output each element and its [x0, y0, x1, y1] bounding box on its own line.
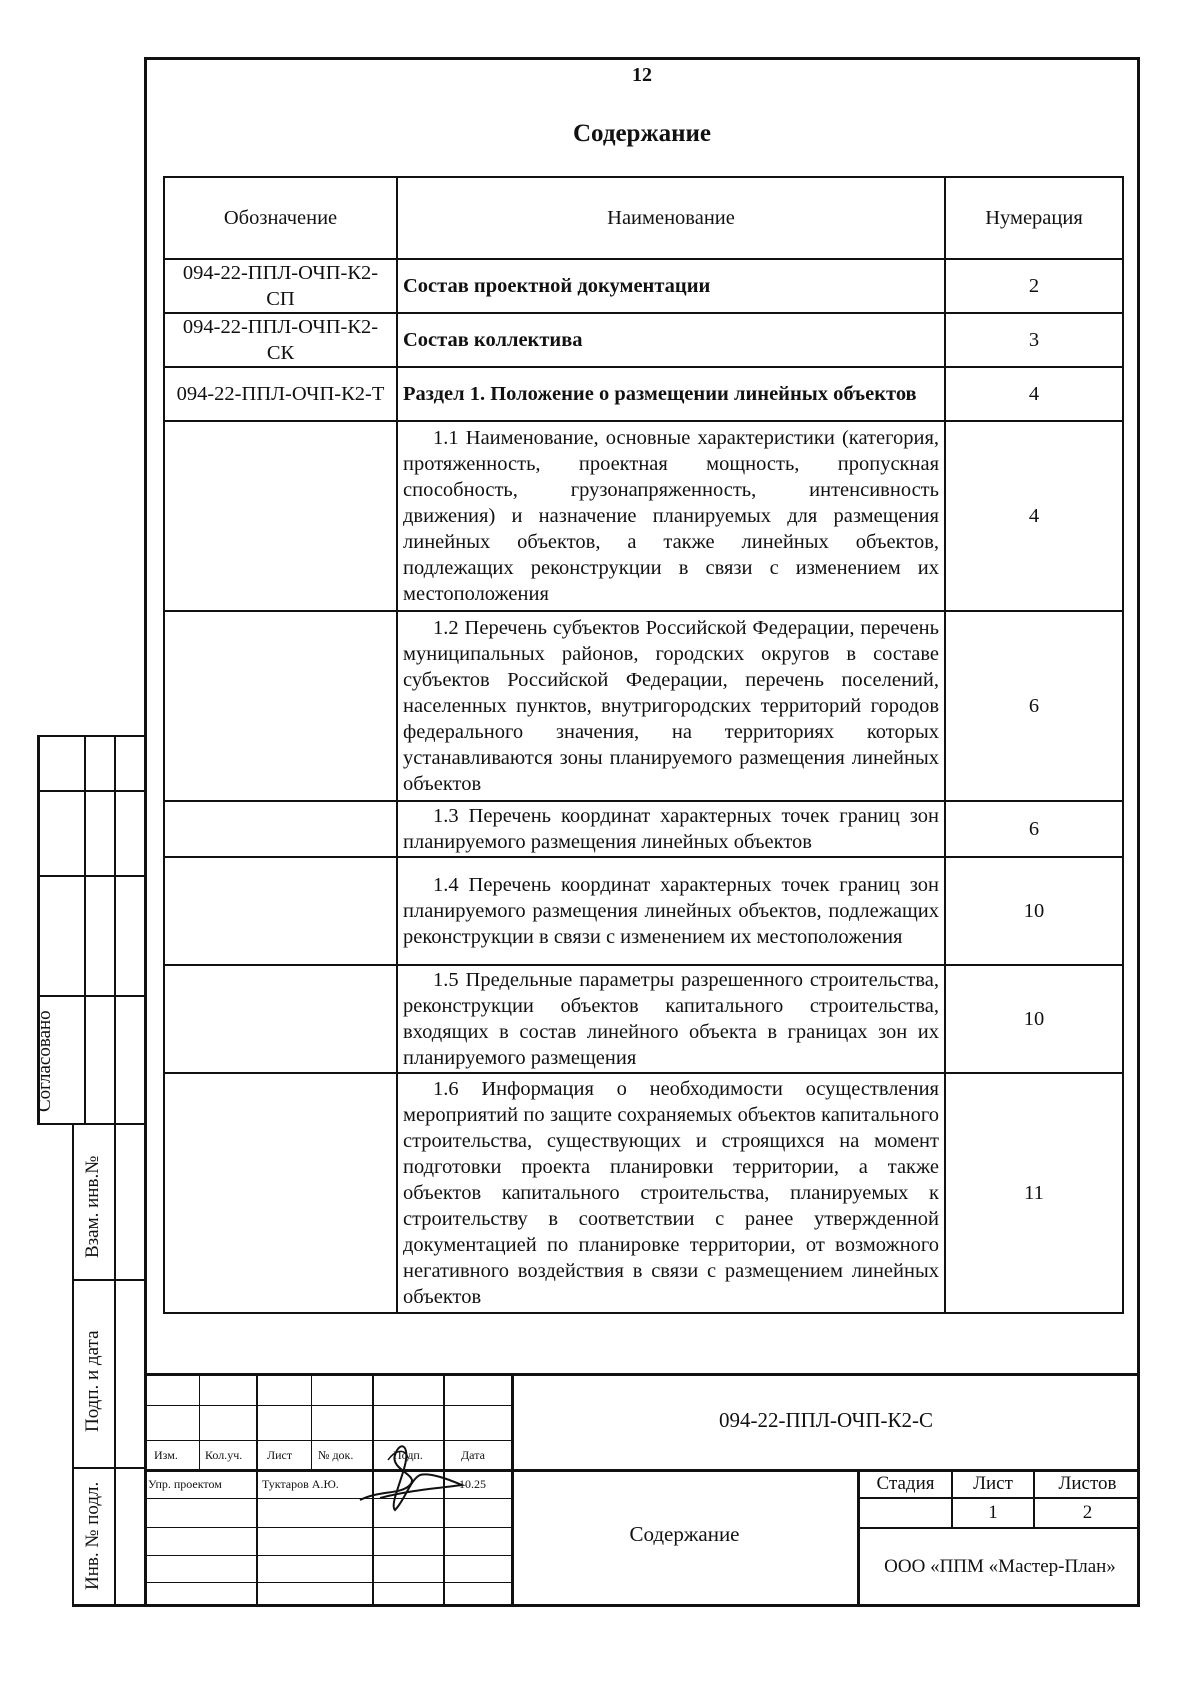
- stamp-mid-line: [144, 1469, 1140, 1472]
- row-name: 1.2 Перечень субъектов Российской Федерации, перечень муниципальных районов, городских округов в составе субъектов Российской Федерации, перечень поселений, населенных пунктов, внутригородских территорий городов федерального значения, на территориях которых устанавливаются зоны планируемого размещения линейных объектов: [397, 611, 945, 801]
- agreed-row-line: [37, 875, 146, 877]
- col-date: Дата: [461, 1448, 485, 1462]
- col-izm: Изм.: [154, 1448, 178, 1462]
- agreed-row-line: [37, 790, 146, 792]
- inv-no-divider: [114, 1467, 116, 1607]
- row-name: 1.5 Предельные параметры разрешенного строительства, реконструкции объектов капитального строительства, входящих в состав линейного объекта в границах зон их планируемого размещения: [397, 965, 945, 1073]
- inv-no-label: Инв. № подл.: [82, 1481, 103, 1590]
- contents-table: [163, 176, 1124, 1314]
- doc-title: Содержание: [629, 1522, 740, 1546]
- col-kol: Кол.уч.: [205, 1448, 243, 1462]
- sheet-label: Лист: [973, 1473, 1013, 1494]
- grid-col-line: [311, 1373, 312, 1469]
- row-page: 6: [945, 611, 1123, 801]
- replace-inv-label: Взам. инв.№: [82, 1155, 103, 1258]
- row-page: 11: [945, 1073, 1123, 1313]
- row-name: Состав проектной документации: [397, 259, 945, 313]
- page-number: 12: [632, 64, 652, 86]
- stage-row-line: [857, 1497, 1140, 1499]
- row-code: [164, 801, 397, 857]
- table-header-row: [164, 177, 1123, 259]
- table-row: [164, 801, 1123, 857]
- row-code: [164, 857, 397, 965]
- person-name: Туктаров А.Ю.: [262, 1477, 339, 1491]
- grid-row-line: [144, 1555, 512, 1556]
- row-page: 6: [945, 801, 1123, 857]
- stage-label: Стадия: [876, 1473, 935, 1494]
- grid-col-line: [256, 1373, 258, 1607]
- doc-code: 094-22-ППЛ-ОЧП-К2-С: [718, 1408, 933, 1432]
- header-name: Наименование: [397, 177, 945, 259]
- row-code: 094-22-ППЛ-ОЧП-К2-Т: [164, 367, 397, 421]
- col-list: Лист: [267, 1448, 293, 1462]
- row-code: 094-22-ППЛ-ОЧП-К2-СП: [164, 259, 397, 313]
- sign-date-value: 10.25: [459, 1477, 486, 1491]
- sheets-value: 2: [1082, 1502, 1093, 1523]
- signature-icon: [350, 1430, 470, 1520]
- row-page: 3: [945, 313, 1123, 367]
- row-code: [164, 965, 397, 1073]
- table-row: [164, 1073, 1123, 1313]
- header-code: Обозначение: [164, 177, 397, 259]
- agreed-label: Согласовано: [34, 1010, 55, 1112]
- table-row: [164, 313, 1123, 367]
- row-code: [164, 1073, 397, 1313]
- row-page: 2: [945, 259, 1123, 313]
- agreed-row-line: [37, 995, 146, 997]
- stamp-top-line: [144, 1373, 1140, 1376]
- row-page: 10: [945, 857, 1123, 965]
- agreed-col-line: [114, 735, 116, 1125]
- table-row: [164, 611, 1123, 801]
- row-code: [164, 611, 397, 801]
- sheet-value: 1: [988, 1502, 998, 1523]
- col-sign: Подп.: [393, 1448, 423, 1462]
- table-row: [164, 965, 1123, 1073]
- row-page: 4: [945, 421, 1123, 611]
- grid-row-line: [144, 1582, 512, 1583]
- row-name: 1.6 Информация о необходимости осуществления мероприятий по защите сохраняемых объектов капитального строительства, существующих и строящихся на момент подготовки проекта планировки территории, а также объектов капитального строительства, планируемых к строительству в соответствии с ранее утвержденной документацией по планировке территории, от возможного негативного воздействия в связи с размещением линейных объектов: [397, 1073, 945, 1313]
- agreed-col-line: [84, 735, 86, 1125]
- sign-date-divider: [114, 1279, 116, 1469]
- row-page: 10: [945, 965, 1123, 1073]
- row-name: Состав коллектива: [397, 313, 945, 367]
- grid-row-line: [144, 1527, 512, 1528]
- organization-name: ООО «ППМ «Мастер-План»: [884, 1556, 1116, 1577]
- table-row: [164, 421, 1123, 611]
- stage-row-line: [857, 1527, 1140, 1529]
- row-page: 4: [945, 367, 1123, 421]
- row-name: 1.3 Перечень координат характерных точек границ зон планируемого размещения линейных объектов: [397, 801, 945, 857]
- grid-col-line: [199, 1373, 200, 1469]
- table-row: [164, 367, 1123, 421]
- header-num: Нумерация: [945, 177, 1123, 259]
- table-row: [164, 259, 1123, 313]
- sheets-label: Листов: [1058, 1473, 1117, 1494]
- role-label: Упр. проектом: [148, 1477, 222, 1491]
- row-name: 1.1 Наименование, основные характеристики (категория, протяженность, проектная мощность, пропускная способность, грузонапряженность, интенсивность движения) и назначение планируемых для размещения линейных объектов, а также линейных объектов, подлежащих реконструкции в связи с изменением их местоположения: [397, 421, 945, 611]
- table-row: [164, 857, 1123, 965]
- replace-inv-divider: [114, 1123, 116, 1281]
- col-doc: № док.: [318, 1448, 354, 1462]
- row-code: 094-22-ППЛ-ОЧП-К2-СК: [164, 313, 397, 367]
- row-code: [164, 421, 397, 611]
- sign-date-label: Подп. и дата: [82, 1330, 103, 1432]
- page-title: Содержание: [572, 120, 711, 147]
- row-name: 1.4 Перечень координат характерных точек границ зон планируемого размещения линейных объектов, подлежащих реконструкции в связи с изменением их местоположения: [397, 857, 945, 965]
- row-name: Раздел 1. Положение о размещении линейных объектов: [397, 367, 945, 421]
